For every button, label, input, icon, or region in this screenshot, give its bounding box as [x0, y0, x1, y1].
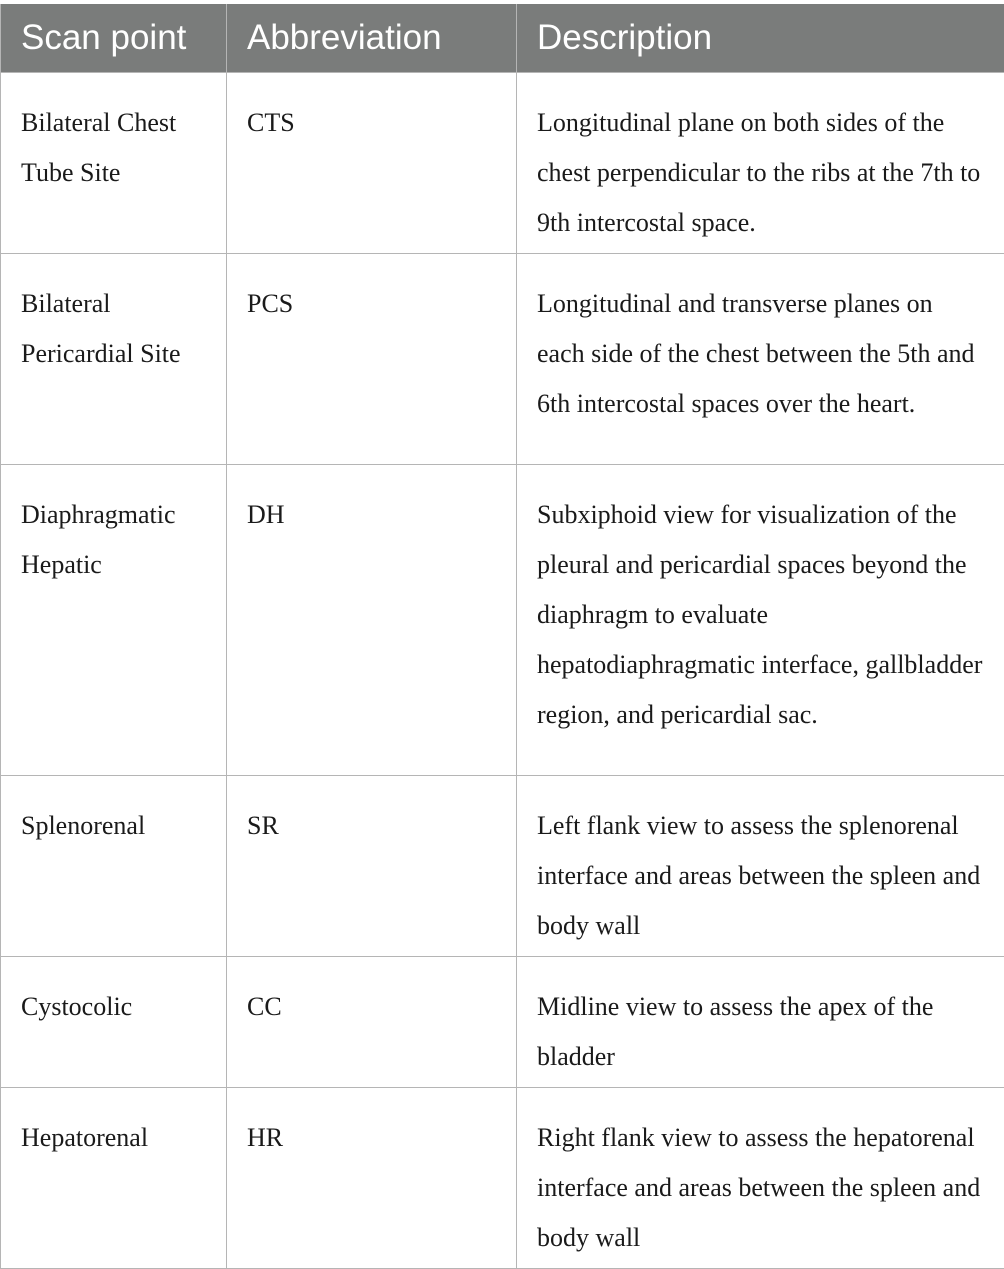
header-description: Description	[517, 4, 1004, 72]
header-row	[1, 4, 1004, 72]
cell-description	[517, 1087, 1004, 1268]
cell-abbreviation	[227, 464, 517, 775]
scan-point-text: Bilateral Pericardial Site	[21, 254, 206, 379]
cell-description	[517, 72, 1004, 253]
cell-scan-point	[1, 1087, 227, 1268]
cell-scan-point	[1, 775, 227, 956]
description-text: Longitudinal plane on both sides of the chest perpendicular to the ribs at the 7th to 9th intercostal space.	[537, 73, 984, 248]
abbreviation-text: SR	[247, 776, 496, 851]
cell-abbreviation	[227, 1087, 517, 1268]
description-text: Subxiphoid view for visualization of the pleural and pericardial spaces beyond the diaphragm to evaluate hepatodiaphragmatic interface, gallbladder region, and pericardial sac.	[537, 465, 984, 740]
abbreviation-text: HR	[247, 1088, 496, 1163]
header-abbreviation: Abbreviation	[227, 4, 517, 72]
abbreviation-text: PCS	[247, 254, 496, 329]
header-scan-point: Scan point	[1, 4, 227, 72]
cell-scan-point	[1, 464, 227, 775]
scan-point-text: Hepatorenal	[21, 1088, 206, 1163]
table-header	[1, 4, 1004, 72]
scan-point-text: Cystocolic	[21, 957, 206, 1032]
cell-scan-point	[1, 253, 227, 464]
table-row	[1, 956, 1004, 1087]
cell-abbreviation	[227, 253, 517, 464]
cell-scan-point	[1, 72, 227, 253]
scan-point-text: Diaphragmatic Hepatic	[21, 465, 206, 590]
cell-description	[517, 775, 1004, 956]
scan-points-table	[0, 4, 1004, 1269]
cell-abbreviation	[227, 72, 517, 253]
cell-abbreviation	[227, 775, 517, 956]
description-text: Left flank view to assess the splenorenal interface and areas between the spleen and body wall	[537, 776, 984, 951]
table-row	[1, 253, 1004, 464]
description-text: Midline view to assess the apex of the bladder	[537, 957, 984, 1082]
abbreviation-text: CTS	[247, 73, 496, 148]
table-body	[1, 72, 1004, 1268]
cell-abbreviation	[227, 956, 517, 1087]
table-row	[1, 72, 1004, 253]
cell-description	[517, 253, 1004, 464]
scan-point-text: Splenorenal	[21, 776, 206, 851]
cell-description	[517, 956, 1004, 1087]
description-text: Longitudinal and transverse planes on each side of the chest between the 5th and 6th intercostal spaces over the heart.	[537, 254, 984, 429]
cell-scan-point	[1, 956, 227, 1087]
cell-description	[517, 464, 1004, 775]
table-row	[1, 464, 1004, 775]
table-row	[1, 775, 1004, 956]
table-row	[1, 1087, 1004, 1268]
description-text: Right flank view to assess the hepatorenal interface and areas between the spleen and body wall	[537, 1088, 984, 1263]
abbreviation-text: CC	[247, 957, 496, 1032]
abbreviation-text: DH	[247, 465, 496, 540]
scan-point-text: Bilateral Chest Tube Site	[21, 73, 206, 198]
